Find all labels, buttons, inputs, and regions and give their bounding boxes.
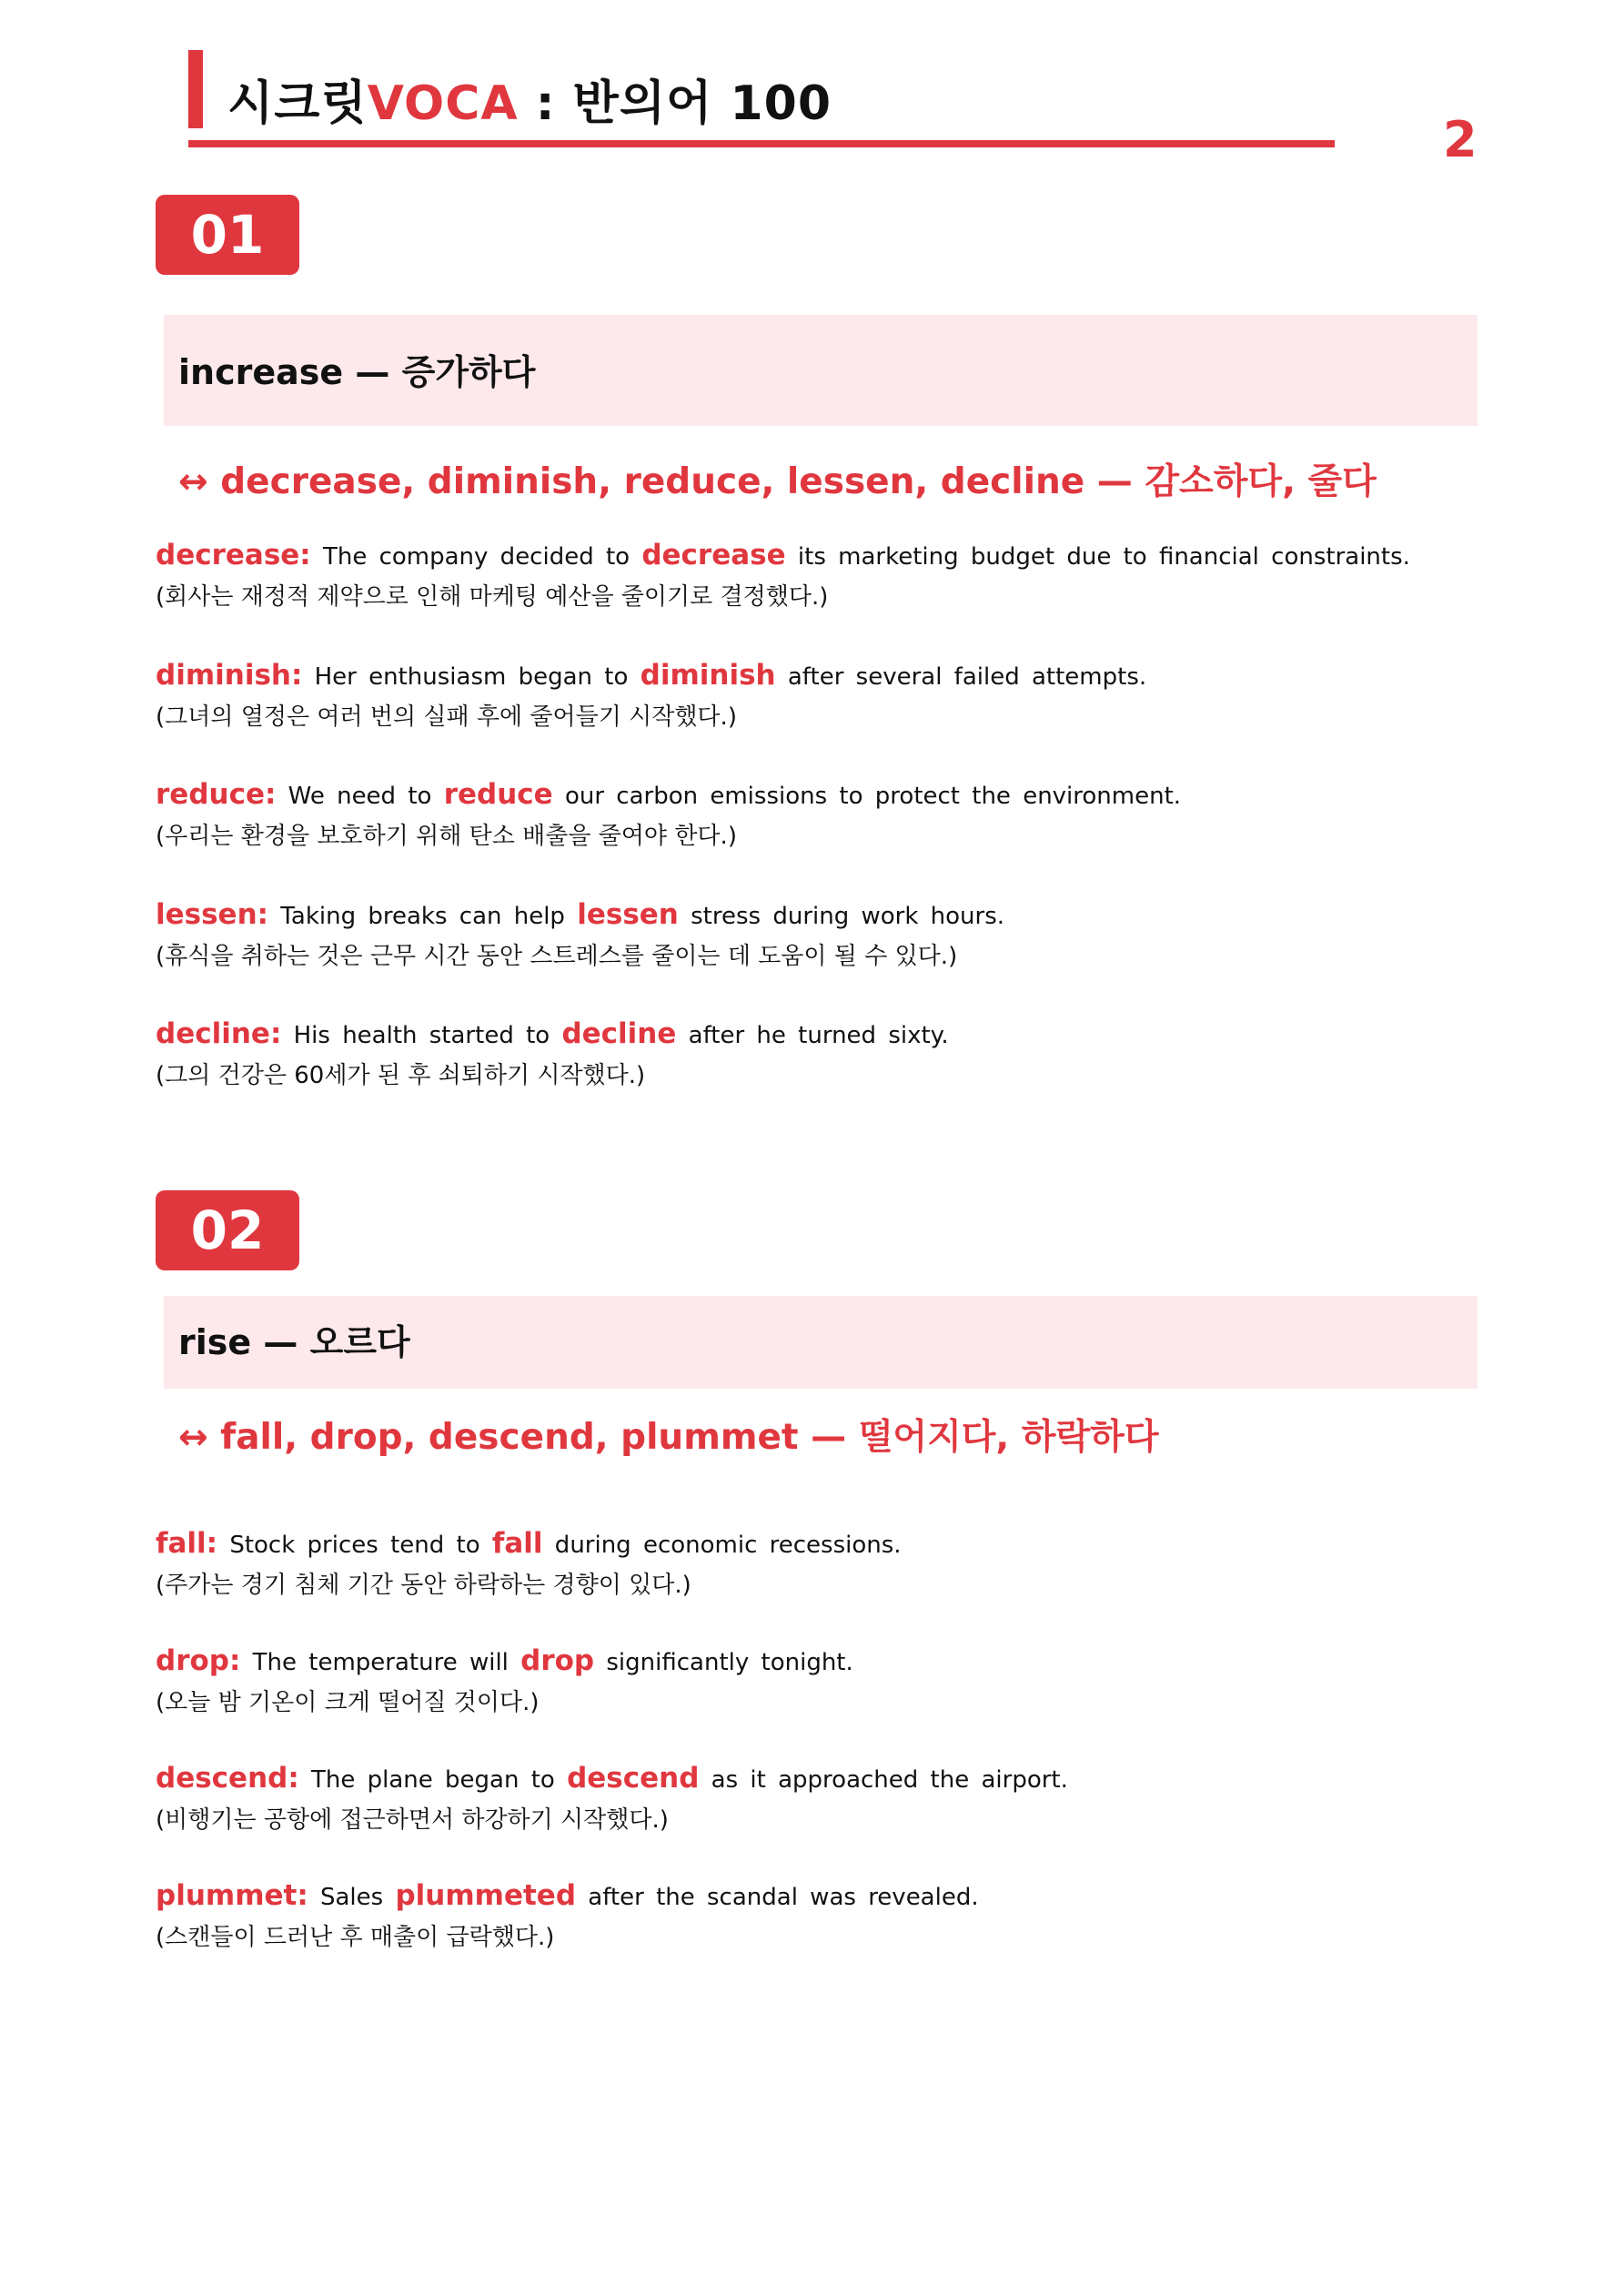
sentence-after: after the scandal was revealed. bbox=[576, 1884, 979, 1911]
section-number-badge: 01 bbox=[156, 195, 299, 275]
example-entry bbox=[156, 1524, 1502, 1604]
example-sentence bbox=[156, 895, 1502, 936]
highlighted-word: fall bbox=[491, 1527, 543, 1560]
title-rest: : 반의어 100 bbox=[518, 76, 832, 131]
korean-translation: (주가는 경기 침체 기간 동안 하락하는 경향이 있다.) bbox=[156, 1572, 691, 1599]
example-sentence bbox=[156, 775, 1502, 815]
sentence-before: The plane began to bbox=[298, 1766, 568, 1794]
example-entry bbox=[156, 536, 1502, 616]
highlighted-word: diminish bbox=[640, 659, 776, 692]
sentence-before: Stock prices tend to bbox=[217, 1532, 492, 1559]
example-sentence bbox=[156, 1015, 1502, 1055]
header-accent-bar bbox=[188, 50, 203, 128]
example-sentence bbox=[156, 1524, 1502, 1564]
example-sentence bbox=[156, 656, 1502, 696]
header-divider bbox=[188, 140, 1335, 147]
highlighted-word: lessen bbox=[577, 898, 679, 931]
sentence-before: His health started to bbox=[281, 1022, 562, 1049]
example-sentence bbox=[156, 536, 1502, 576]
sentence-after: our carbon emissions to protect the environment. bbox=[552, 783, 1182, 810]
entry-term: decrease: bbox=[156, 539, 311, 571]
korean-translation: (그의 건강은 60세가 된 후 쇠퇴하기 시작했다.) bbox=[156, 1062, 646, 1089]
highlighted-word: plummeted bbox=[395, 1879, 577, 1912]
highlighted-word: decrease bbox=[641, 539, 786, 571]
sentence-before: The temperature will bbox=[240, 1649, 521, 1676]
example-entry bbox=[156, 1876, 1502, 1957]
sentence-after: as it approached the airport. bbox=[699, 1766, 1068, 1794]
sentence-after: significantly tonight. bbox=[594, 1649, 853, 1676]
antonym-line: ↔ fall, drop, descend, plummet — 떨어지다, 하락하다 bbox=[178, 1417, 1159, 1458]
sentence-after: after several failed attempts. bbox=[775, 663, 1147, 691]
sentence-after: its marketing budget due to financial constraints. bbox=[785, 543, 1410, 571]
example-entry bbox=[156, 1759, 1502, 1839]
sentence-before: Sales bbox=[308, 1884, 396, 1911]
highlighted-word: descend bbox=[567, 1762, 700, 1795]
entry-term: decline: bbox=[156, 1017, 282, 1050]
headword: rise — 오르다 bbox=[178, 1322, 410, 1362]
title-main: 시크릿 bbox=[227, 76, 368, 131]
korean-translation: (우리는 환경을 보호하기 위해 탄소 배출을 줄여야 한다.) bbox=[156, 823, 737, 850]
highlighted-word: decline bbox=[561, 1017, 677, 1050]
headword: increase — 증가하다 bbox=[178, 352, 536, 392]
example-entry bbox=[156, 1642, 1502, 1722]
example-sentence bbox=[156, 1876, 1502, 1917]
sentence-before: We need to bbox=[276, 783, 444, 810]
sentence-before: Her enthusiasm began to bbox=[302, 663, 641, 691]
korean-translation: (휴식을 취하는 것은 근무 시간 동안 스트레스를 줄이는 데 도움이 될 수 있다.) bbox=[156, 943, 958, 970]
entry-term: descend: bbox=[156, 1762, 299, 1795]
korean-translation: (스캔들이 드러난 후 매출이 급락했다.) bbox=[156, 1924, 555, 1951]
sentence-before: The company decided to bbox=[310, 543, 642, 571]
sentence-after: stress during work hours. bbox=[678, 903, 1005, 930]
highlighted-word: drop bbox=[520, 1644, 595, 1677]
korean-translation: (회사는 재정적 제약으로 인해 마케팅 예산을 줄이기로 결정했다.) bbox=[156, 583, 829, 611]
highlighted-word: reduce bbox=[443, 778, 553, 811]
entry-term: plummet: bbox=[156, 1879, 308, 1912]
page-number: 2 bbox=[1443, 111, 1478, 168]
example-sentence bbox=[156, 1759, 1502, 1799]
entry-term: lessen: bbox=[156, 898, 269, 931]
sentence-after: after he turned sixty. bbox=[676, 1022, 949, 1049]
entry-term: reduce: bbox=[156, 778, 277, 811]
example-entry bbox=[156, 1015, 1502, 1095]
entry-term: fall: bbox=[156, 1527, 218, 1560]
entry-term: drop: bbox=[156, 1644, 241, 1677]
korean-translation: (그녀의 열정은 여러 번의 실패 후에 줄어들기 시작했다.) bbox=[156, 703, 737, 731]
korean-translation: (비행기는 공항에 접근하면서 하강하기 시작했다.) bbox=[156, 1806, 669, 1834]
page-title bbox=[227, 69, 832, 138]
korean-translation: (오늘 밤 기온이 크게 떨어질 것이다.) bbox=[156, 1689, 540, 1716]
example-entry bbox=[156, 775, 1502, 855]
sentence-before: Taking breaks can help bbox=[268, 903, 578, 930]
example-entry bbox=[156, 895, 1502, 976]
title-accent: VOCA bbox=[367, 76, 519, 131]
sentence-after: during economic recessions. bbox=[542, 1532, 902, 1559]
antonym-line: ↔ decrease, diminish, reduce, lessen, decline — 감소하다, 줄다 bbox=[178, 461, 1377, 502]
example-entry bbox=[156, 656, 1502, 736]
section-number-badge: 02 bbox=[156, 1190, 299, 1270]
entry-term: diminish: bbox=[156, 659, 303, 692]
example-sentence bbox=[156, 1642, 1502, 1682]
